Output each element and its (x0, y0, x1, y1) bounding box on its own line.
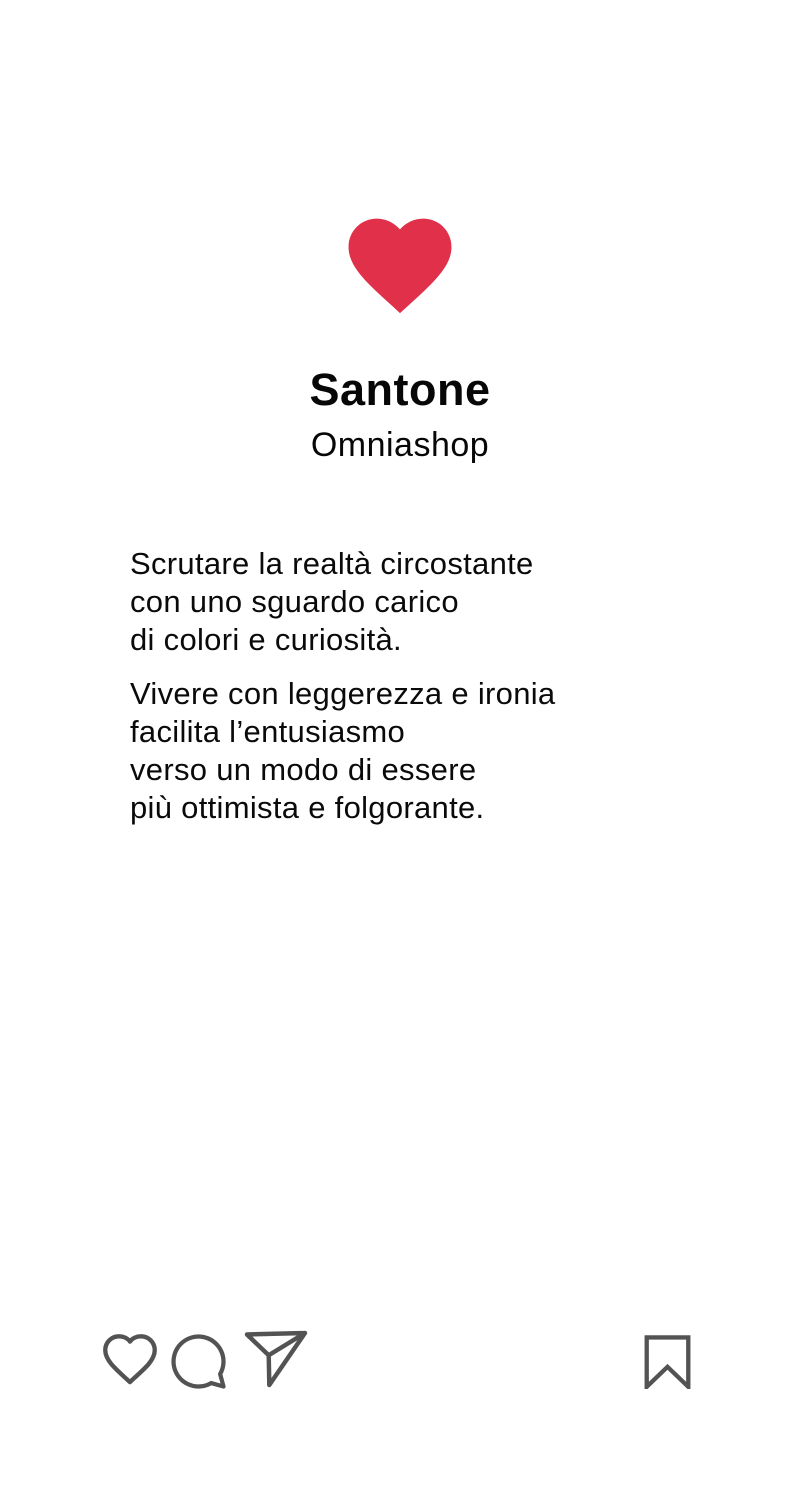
quote-paragraph-2 (130, 675, 690, 827)
brand-heart-shape (349, 219, 452, 313)
comment-bubble-icon (171, 1334, 226, 1389)
quote-paragraph-1 (130, 545, 690, 659)
quote-line: verso un modo di essere (130, 752, 477, 787)
brand-subtitle: Omniashop (310, 426, 490, 464)
like-heart-icon (100, 1331, 160, 1387)
quote-line: Vivere con leggerezza e ironia (130, 676, 556, 711)
share-button[interactable] (243, 1330, 309, 1388)
bookmark-button[interactable] (641, 1335, 694, 1389)
action-bar (0, 1324, 800, 1400)
brand-title: Santone (309, 364, 491, 415)
comment-button[interactable] (171, 1334, 226, 1389)
brand-heart-icon (347, 217, 453, 315)
quote-line: di colori e curiosità. (130, 622, 402, 657)
quote-line: con uno sguardo carico (130, 584, 459, 619)
like-button[interactable] (100, 1331, 160, 1387)
quote-text (130, 545, 690, 843)
quote-line: Scrutare la realtà circostante (130, 546, 534, 581)
quote-line: più ottimista e folgorante. (130, 790, 485, 825)
bookmark-icon (641, 1335, 694, 1389)
quote-line: facilita l’entusiasmo (130, 714, 406, 749)
share-plane-icon (243, 1330, 309, 1388)
